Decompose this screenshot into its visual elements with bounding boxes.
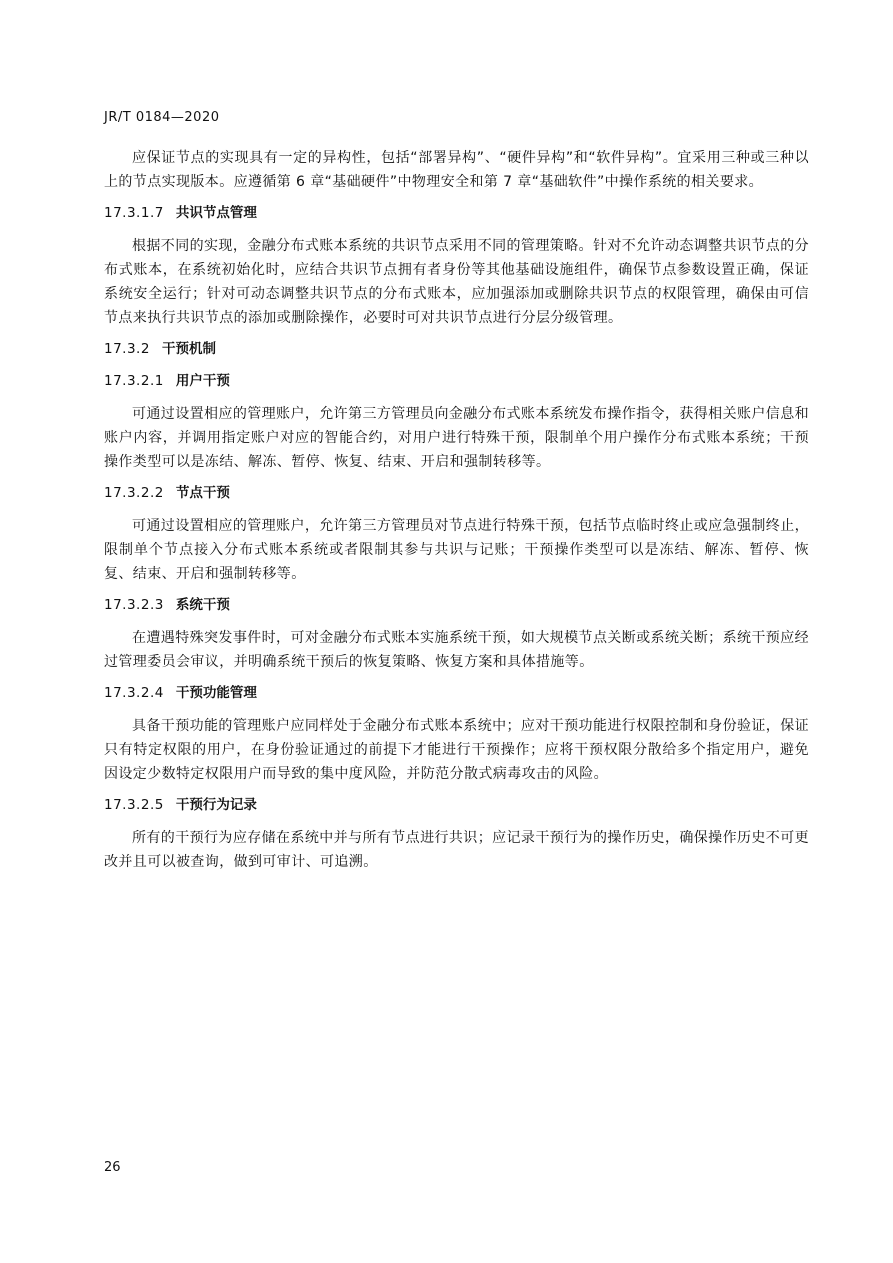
paragraph: 可通过设置相应的管理账户，允许第三方管理员向金融分布式账本系统发布操作指令，获得相关账户信息和账户内容，并调用指定账户对应的智能合约，对用户进行特殊干预，限制单个用户操作分布式账本系统；干预操作类型可以是冻结、解冻、暂停、恢复、结束、开启和强制转移等。 — [104, 406, 809, 470]
section-title: 干预机制 — [161, 341, 216, 357]
section-heading — [104, 370, 809, 392]
section-heading — [104, 338, 809, 360]
section-heading — [104, 794, 809, 816]
section-heading — [104, 594, 809, 616]
section-heading — [104, 482, 809, 504]
section-number: 17.3.2.5 — [104, 797, 164, 813]
document-body — [104, 146, 809, 882]
section-number: 17.3.2 — [104, 341, 150, 357]
paragraph: 可通过设置相应的管理账户，允许第三方管理员对节点进行特殊干预，包括节点临时终止或应急强制终止，限制单个节点接入分布式账本系统或者限制其参与共识与记账；干预操作类型可以是冻结、解冻、暂停、恢复、结束、开启和强制转移等。 — [104, 518, 809, 582]
section-number: 17.3.2.3 — [104, 597, 164, 613]
section-number: 17.3.2.2 — [104, 485, 164, 501]
paragraph: 具备干预功能的管理账户应同样处于金融分布式账本系统中；应对干预功能进行权限控制和身份验证，保证只有特定权限的用户，在身份验证通过的前提下才能进行干预操作；应将干预权限分散给多个指定用户，避免因设定少数特定权限用户而导致的集中度风险，并防范分散式病毒攻击的风险。 — [104, 718, 809, 782]
section-heading — [104, 682, 809, 704]
paragraph: 所有的干预行为应存储在系统中并与所有节点进行共识；应记录干预行为的操作历史，确保操作历史不可更改并且可以被查询，做到可审计、可追溯。 — [104, 830, 809, 870]
section-title: 节点干预 — [175, 485, 230, 501]
section-number: 17.3.2.4 — [104, 685, 164, 701]
document-code: JR/T 0184—2020 — [104, 110, 220, 125]
paragraph: 应保证节点的实现具有一定的异构性，包括“部署异构”、“硬件异构”和“软件异构”。宜采用三种或三种以上的节点实现版本。应遵循第 6 章“基础硬件”中物理安全和第 7 章“基础软件”中操作系统的相关要求。 — [104, 150, 809, 190]
section-title: 干预行为记录 — [175, 797, 257, 813]
section-title: 系统干预 — [175, 597, 230, 613]
section-heading — [104, 202, 809, 224]
section-title: 用户干预 — [175, 373, 230, 389]
section-title: 共识节点管理 — [175, 205, 257, 221]
section-number: 17.3.1.7 — [104, 205, 164, 221]
paragraph: 在遭遇特殊突发事件时，可对金融分布式账本实施系统干预，如大规模节点关断或系统关断；系统干预应经过管理委员会审议，并明确系统干预后的恢复策略、恢复方案和具体措施等。 — [104, 630, 809, 670]
page-number: 26 — [104, 1160, 121, 1175]
section-title: 干预功能管理 — [175, 685, 257, 701]
paragraph: 根据不同的实现，金融分布式账本系统的共识节点采用不同的管理策略。针对不允许动态调整共识节点的分布式账本，在系统初始化时，应结合共识节点拥有者身份等其他基础设施组件，确保节点参数设置正确，保证系统安全运行；针对可动态调整共识节点的分布式账本，应加强添加或删除共识节点的权限管理，确保由可信节点来执行共识节点的添加或删除操作，必要时可对共识节点进行分层分级管理。 — [104, 238, 809, 326]
section-number: 17.3.2.1 — [104, 373, 164, 389]
